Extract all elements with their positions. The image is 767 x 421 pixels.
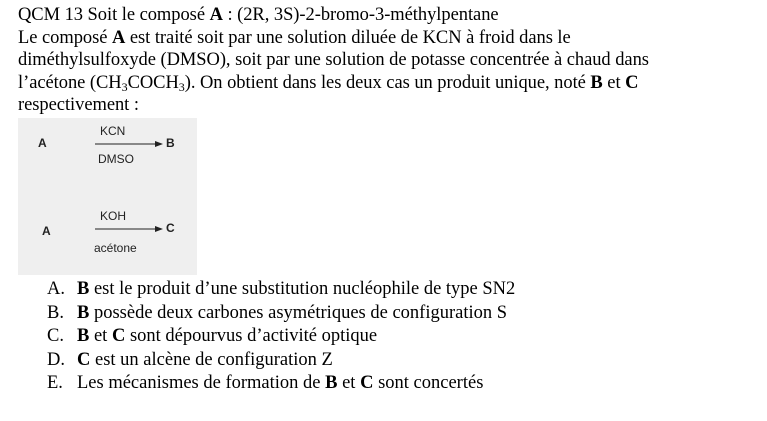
answer-option-e[interactable] — [47, 372, 515, 396]
reaction2-product: C — [166, 221, 175, 235]
reaction2-reagent: KOH — [100, 209, 127, 223]
reaction1-reagent: KCN — [100, 124, 126, 138]
answer-text: B est le produit d’une substitution nucléophile de type SN2 — [77, 279, 516, 299]
question-line-1: QCM 13 Soit le composé A : (2R, 3S)-2-bromo-3-méthylpentane — [18, 5, 499, 25]
answer-letter: A. — [47, 279, 65, 299]
answer-option-c[interactable] — [47, 325, 515, 349]
compound-b-label: B — [590, 72, 603, 93]
reaction1-arrow-icon — [95, 140, 163, 148]
answer-text: C est un alcène de configuration Z — [77, 349, 333, 370]
answer-choices — [47, 278, 515, 396]
answer-letter: D. — [47, 349, 65, 370]
answer-letter: C. — [47, 326, 64, 346]
reaction1-product: B — [166, 136, 175, 150]
answer-text: Les mécanismes de formation de B et C sont concertés — [77, 373, 484, 393]
reaction2-arrow-icon — [95, 225, 163, 233]
answer-text: B possède deux carbones asymétriques de configuration S — [77, 302, 508, 323]
reaction2-reactant: A — [42, 224, 51, 238]
reaction1-solvent: DMSO — [98, 152, 134, 166]
question-line-4: l’acétone $(CH_3COCH_3)$. On obtient dans les deux cas un produit unique, noté B et C — [18, 72, 639, 94]
question-line-3: diméthylsulfoxyde (DMSO), soit par une solution de potasse concentrée à chaud dans — [18, 50, 649, 70]
answer-letter: B. — [47, 302, 64, 323]
reaction1-reactant: A — [38, 136, 47, 150]
reaction2-solvent: acétone — [94, 241, 137, 255]
compound-a-label: A — [209, 5, 223, 25]
compound-c-label: C — [625, 72, 639, 93]
answer-option-b[interactable] — [47, 302, 515, 326]
answer-text: B et C sont dépourvus d’activité optique — [77, 326, 378, 346]
compound-a-label: A — [111, 27, 126, 48]
question-line-2: Le composé A est traité soit par une solution diluée de KCN à froid dans le — [18, 27, 571, 48]
reaction-scheme — [18, 118, 197, 275]
answer-letter: E. — [47, 373, 63, 393]
answer-option-a[interactable] — [47, 278, 515, 302]
answer-option-d[interactable] — [47, 349, 515, 373]
question-line-5: respectivement : — [18, 95, 139, 115]
question-statement — [18, 4, 763, 117]
